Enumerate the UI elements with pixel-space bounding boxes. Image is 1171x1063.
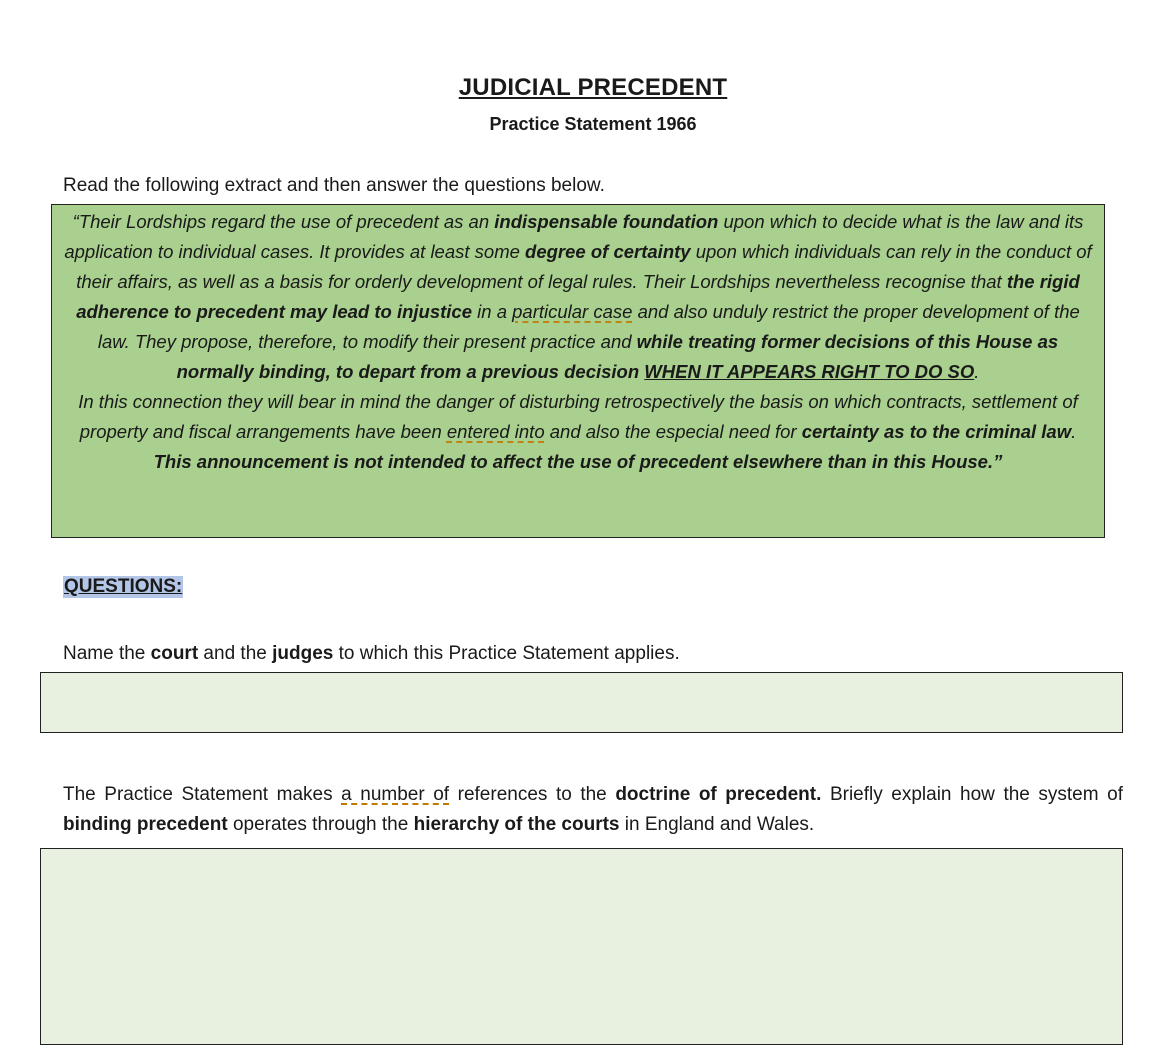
- quote-text: “Their Lordships regard the use of precedent as an: [72, 211, 495, 232]
- spellcheck-underlined-text: particular case: [512, 301, 633, 322]
- question-bold-text: judges: [272, 643, 334, 664]
- quote-text: in a: [472, 301, 513, 322]
- quote-text: .: [1071, 421, 1077, 442]
- quote-underlined-emphasis: WHEN IT APPEARS RIGHT TO DO SO: [644, 361, 975, 382]
- extract-paragraph-1: [62, 207, 1094, 387]
- question-text: The Practice Statement makes: [63, 784, 342, 805]
- question-bold-text: court: [150, 643, 199, 664]
- question-text: Briefly explain how the system of: [821, 784, 1123, 805]
- document-title: JUDICIAL PRECEDENT: [458, 74, 728, 101]
- question-text: Name the: [63, 643, 151, 664]
- document-subtitle: Practice Statement 1966: [489, 114, 697, 134]
- quote-text: and also unduly restrict the proper development of the law. They propose, therefore, to modify their present practice and: [97, 301, 1080, 352]
- question-2: [63, 780, 1123, 840]
- quote-text: and also the especial need for: [544, 421, 802, 442]
- extract-paragraph-3: [62, 447, 1094, 477]
- quote-text: upon which individuals can rely in the conduct of their affairs, as well as a basis for orderly development of legal rules. Their Lordships nevertheless recognise that: [76, 241, 1092, 292]
- quote-text: upon which to decide what is the law and its application to individual cases. It provides at least some: [64, 211, 1084, 262]
- intro-instruction: Read the following extract and then answer the questions below.: [63, 175, 605, 196]
- question-1: [63, 643, 680, 665]
- quote-bold-text: while treating former decisions of this House as normally binding, to depart from a previous decision: [176, 331, 1059, 382]
- question-text: references to the: [449, 784, 616, 805]
- extract-paragraph-2: [62, 387, 1094, 447]
- question-text: in England and Wales.: [619, 814, 815, 835]
- question-text: and the: [198, 643, 273, 664]
- quote-text: .: [974, 361, 980, 382]
- spellcheck-underlined-text: entered into: [446, 421, 545, 442]
- answer-box-2[interactable]: [40, 848, 1123, 1045]
- quote-bold-text: This announcement is not intended to affect the use of precedent elsewhere than in this House.”: [153, 451, 1003, 472]
- quote-bold-text: the rigid adherence to precedent may lead to injustice: [76, 271, 1080, 322]
- question-bold-text: hierarchy of the courts: [413, 814, 620, 835]
- answer-box-1[interactable]: [40, 672, 1123, 733]
- practice-statement-extract: [51, 204, 1105, 538]
- quote-text: In this connection they will bear in mind the danger of disturbing retrospectively the basis on which contracts, settlement of property and fiscal arrangements have been: [78, 391, 1078, 442]
- quote-bold-text: indispensable foundation: [494, 211, 719, 232]
- spellcheck-underlined-text: a number of: [341, 784, 450, 805]
- question-text: operates through the: [227, 814, 414, 835]
- question-bold-text: binding precedent: [63, 814, 228, 835]
- questions-heading: QUESTIONS:: [64, 576, 183, 597]
- quote-bold-text: degree of certainty: [525, 241, 691, 262]
- quote-bold-text: certainty as to the criminal law: [801, 421, 1072, 442]
- question-bold-text: doctrine of precedent.: [615, 784, 822, 805]
- question-text: to which this Practice Statement applies.: [333, 643, 680, 664]
